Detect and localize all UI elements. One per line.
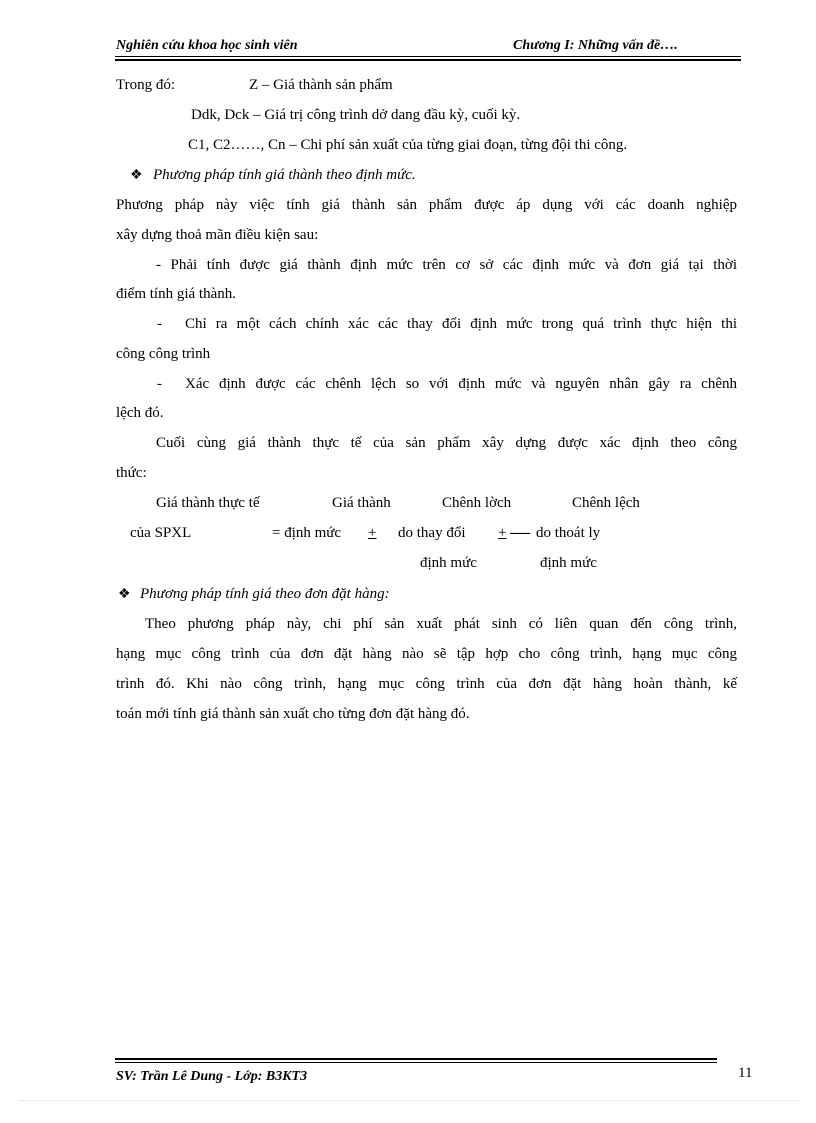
- paragraph-line: Theo phương pháp này, chi phí sản xuất phát sinh có liên quan đến công trình,: [145, 616, 737, 632]
- formula-plus-1: +: [368, 525, 377, 541]
- header-right: Chương I: Những vấn đề….: [513, 38, 678, 53]
- formula-actual-cost: Giá thành thực tế: [156, 495, 260, 511]
- page-edge: [20, 1100, 800, 1101]
- formula-spxl: của SPXL: [130, 525, 192, 541]
- footer-student: SV: Trần Lê Dung - Lớp: B3KT3: [116, 1069, 308, 1084]
- formula-equals-dinh-muc: = định mức: [272, 525, 342, 541]
- definition-ddk: Ddk, Dck – Giá trị công trình dở dang đầu kỳ, cuối kỳ.: [191, 107, 521, 123]
- condition-2-dash: -: [157, 316, 162, 332]
- condition-3-line: lệch đó.: [116, 405, 164, 421]
- page-number: 11: [738, 1065, 753, 1081]
- formula-dinh-muc-1: định mức: [420, 555, 477, 571]
- formula-variance-1: Chênh lờch: [442, 495, 512, 511]
- formula-plus-2: +: [498, 525, 507, 541]
- formula-do-thay-doi: do thay đổi: [398, 525, 466, 541]
- footer-rule-thick: [115, 1058, 717, 1060]
- condition-1-line: điểm tính giá thành.: [116, 286, 236, 302]
- paragraph-line: toán mới tính giá thành sản xuất cho từng đơn đặt hàng đó.: [116, 706, 470, 722]
- section-heading-dinh-muc: Phương pháp tính giá thành theo định mức.: [153, 167, 416, 183]
- formula-dinh-muc-2: định mức: [540, 555, 597, 571]
- formula-variance-2: Chênh lệch: [572, 495, 640, 511]
- condition-3-dash: -: [157, 376, 162, 392]
- condition-2-line: công công trình: [116, 346, 211, 362]
- formula-standard-cost: Giá thành: [332, 495, 391, 511]
- paragraph-line: hạng mục công trình của đơn đặt hàng nào sẽ tập hợp cho công trình, hạng mục công: [116, 646, 737, 662]
- section-heading-don-dat-hang: Phương pháp tính giá theo đơn đặt hàng:: [140, 586, 390, 602]
- condition-3-line: Xác định được các chênh lệch so với định mức và nguyên nhân gây ra chênh: [185, 376, 737, 392]
- paragraph-line: thức:: [116, 465, 147, 481]
- formula-do-thoat-ly: do thoát ly: [536, 525, 601, 541]
- trong-do-label: Trong đó:: [116, 77, 176, 93]
- header-rule-thick: [115, 59, 741, 61]
- condition-2-line: Chỉ ra một cách chính xác các thay đổi định mức trong quá trình thực hiện thi: [185, 316, 737, 332]
- condition-1-line: - Phải tính được giá thành định mức trên cơ sở các định mức và đơn giá tại thời: [156, 257, 737, 273]
- definition-c: C1, C2……, Cn – Chi phí sản xuất của từng giai đoạn, từng đội thi công.: [188, 137, 628, 153]
- header-left: Nghiên cứu khoa học sinh viên: [116, 38, 298, 53]
- paragraph-line: Cuối cùng giá thành thực tế của sản phẩm xây dựng được xác định theo công: [156, 435, 737, 451]
- header-rule: [115, 56, 741, 57]
- definition-z: Z – Giá thành sản phẩm: [249, 77, 393, 93]
- footer-rule: [115, 1062, 717, 1063]
- paragraph-line: trình đó. Khi nào công trình, hạng mục công trình của đơn đặt hàng hoàn thành, kế: [116, 676, 737, 692]
- bullet-icon: ❖: [118, 587, 131, 602]
- bullet-icon: ❖: [130, 168, 143, 183]
- paragraph-line: Phương pháp này việc tính giá thành sản phẩm được áp dụng với các doanh nghiệp: [116, 197, 737, 213]
- paragraph-line: xây dựng thoả mãn điều kiện sau:: [116, 227, 319, 243]
- formula-blank-underline: ___: [510, 520, 530, 536]
